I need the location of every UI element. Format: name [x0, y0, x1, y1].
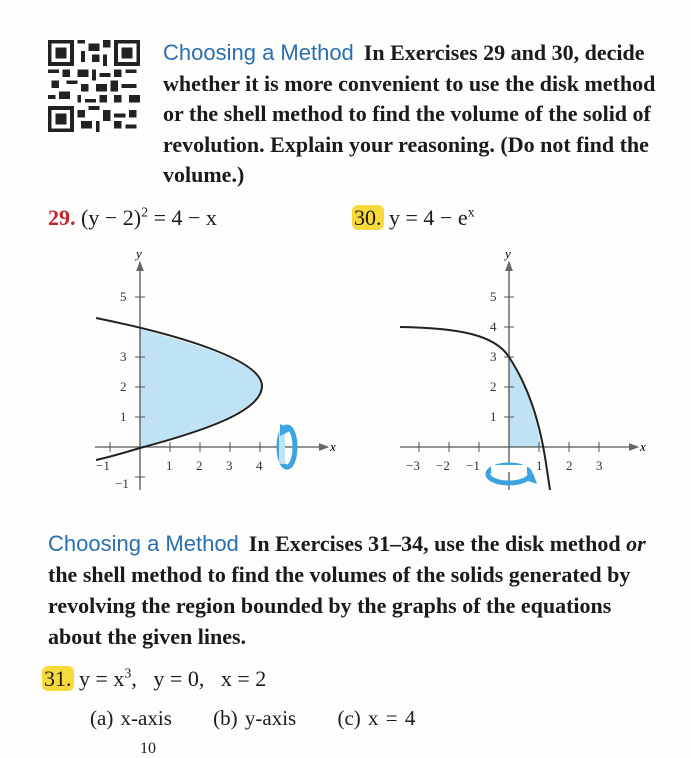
- exercise-30-x-tick: −2: [436, 458, 450, 473]
- exercise-30-y-tick: 2: [490, 379, 497, 394]
- exercise-31-parts: [90, 706, 449, 731]
- exercise-29-x-tick: 1: [166, 458, 173, 473]
- exercise-29-graph: [85, 245, 345, 500]
- exercise-30-x-tick: −3: [406, 458, 420, 473]
- exercise-30-x-tick: 3: [596, 458, 603, 473]
- exercise-30-x-tick: −1: [466, 458, 480, 473]
- qr-code-image[interactable]: [45, 40, 143, 132]
- exercise-29-y-tick: 2: [120, 379, 127, 394]
- section1-heading: Choosing a Method: [163, 40, 354, 65]
- exercise-30-equation: [352, 205, 475, 231]
- section1-instructions: [163, 38, 673, 191]
- exercise-31-equation: [42, 666, 266, 692]
- exercise-29-x-tick: 3: [226, 458, 233, 473]
- exercise-29-x-tick: 4: [256, 458, 263, 473]
- exercise-31-eq-b: , y = 0, x = 2: [131, 666, 267, 691]
- exercise-30-region-fill: [509, 355, 541, 447]
- exercise-30-y-label: y: [505, 246, 511, 261]
- exercise-29-exponent: 2: [141, 205, 149, 221]
- section2-body-part1: In Exercises 31–34, use the disk method: [248, 531, 627, 556]
- exercise-29-y-tick: 1: [120, 409, 127, 424]
- exercise-29-y-tick: 5: [120, 289, 127, 304]
- exercise-29-x-tick: −1: [96, 458, 110, 473]
- exercise-29-y-tick: 3: [120, 349, 127, 364]
- cutoff-text: 10: [140, 740, 156, 757]
- exercise-29-rhs: = 4 − x: [148, 205, 217, 230]
- rotation-arrow-icon: [488, 465, 537, 484]
- exercise-31-eq-a: y = x: [79, 666, 125, 691]
- exercise-30-graph: [395, 245, 655, 500]
- section2-body-or: or: [626, 531, 646, 556]
- exercise-31-part-c: (c) x = 4: [337, 706, 416, 730]
- rotation-arrow-icon: [279, 424, 295, 467]
- exercise-31-part-b: (b) y-axis: [213, 706, 297, 730]
- exercise-30-number: 30.: [354, 205, 382, 230]
- exercise-30-x-tick: 1: [536, 458, 543, 473]
- exercise-30-x-tick: 2: [566, 458, 573, 473]
- exercise-29-number: 29.: [48, 205, 76, 230]
- exercise-31-part-a: (a) x-axis: [90, 706, 172, 730]
- exercise-30-y-tick: 3: [490, 349, 497, 364]
- exercise-29-x-tick: 2: [196, 458, 203, 473]
- exercise-30-y-tick: 1: [490, 409, 497, 424]
- exercise-29-equation: [48, 205, 217, 231]
- exercise-31-number: 31.: [44, 666, 72, 691]
- section2-heading: Choosing a Method: [48, 531, 239, 556]
- exercise-29-x-label: x: [330, 439, 336, 454]
- exercise-30-y-tick: 5: [490, 289, 497, 304]
- exercise-30-lhs: y = 4 − e: [389, 205, 468, 230]
- section2-body-part2: the shell method to find the volumes of the solids generated by revolving the region bounded by the graphs of the equations about the given lines.: [48, 562, 631, 649]
- section2-instructions: [48, 528, 663, 652]
- exercise-29-y-label: y: [136, 246, 142, 261]
- exercise-29-lhs: (y − 2): [81, 205, 142, 230]
- section1-body: In Exercises 29 and 30, decide whether it is more convenient to use the disk method or the shell method to find the volume of the solid of revolution. Explain your reasoning. (Do not find the volume.): [163, 40, 656, 187]
- exercise-30-y-tick: 4: [490, 319, 497, 334]
- exercise-30-exponent: x: [467, 205, 475, 221]
- exercise-31-exponent: 3: [124, 666, 132, 682]
- exercise-29-y-tick: −1: [115, 476, 129, 491]
- exercise-30-x-label: x: [640, 439, 646, 454]
